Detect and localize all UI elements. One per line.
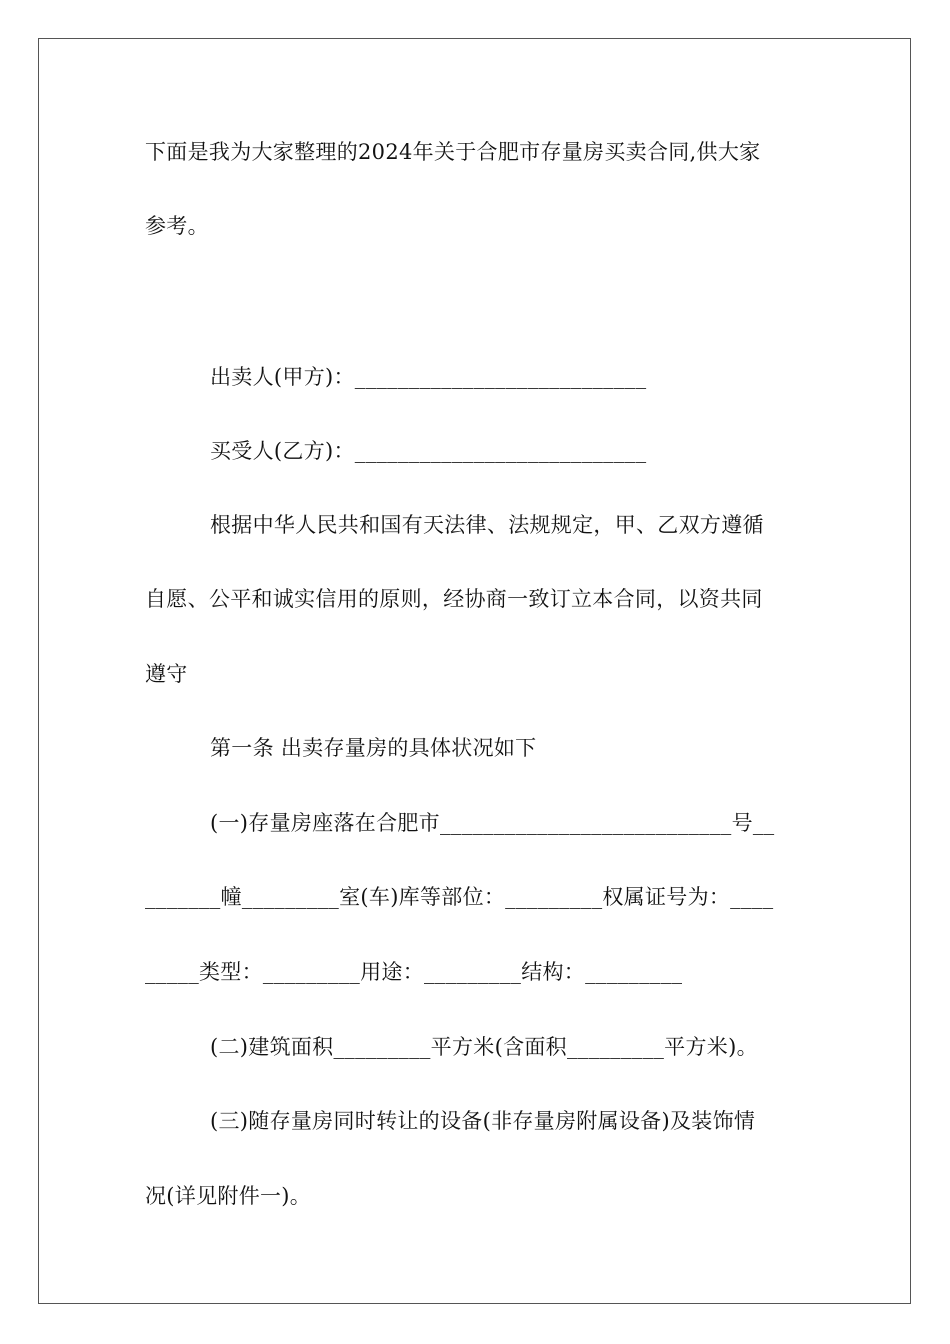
preamble-line-3: 遵守 <box>145 662 188 686</box>
item2-line-1: (二)建筑面积_________平方米(含面积_________平方米)。 <box>210 1035 758 1059</box>
intro-line-2: 参考。 <box>145 214 209 238</box>
intro-line-1: 下面是我为大家整理的2024年关于合肥市存量房买卖合同,供大家 <box>145 140 761 164</box>
item3-line-1: (三)随存量房同时转让的设备(非存量房附属设备)及装饰情 <box>210 1109 756 1133</box>
preamble-line-1: 根据中华人民共和国有天法律、法规规定，甲、乙双方遵循 <box>210 513 764 537</box>
item1-line-1: (一)存量房座落在合肥市___________________________号__ <box>210 811 775 835</box>
article1-heading: 第一条 出卖存量房的具体状况如下 <box>210 736 537 760</box>
item1-line-3: _____类型：_________用途：_________结构：_________ <box>145 960 683 984</box>
preamble-line-2: 自愿、公平和诚实信用的原则，经协商一致订立本合同，以资共同 <box>145 587 763 611</box>
item1-line-2: _______幢_________室(车)库等部位：_________权属证号为：____ <box>145 885 774 909</box>
buyer-line: 买受人(乙方)：___________________________ <box>210 439 647 463</box>
item3-line-2: 况(详见附件一)。 <box>145 1184 312 1208</box>
seller-line: 出卖人(甲方)：___________________________ <box>210 365 647 389</box>
